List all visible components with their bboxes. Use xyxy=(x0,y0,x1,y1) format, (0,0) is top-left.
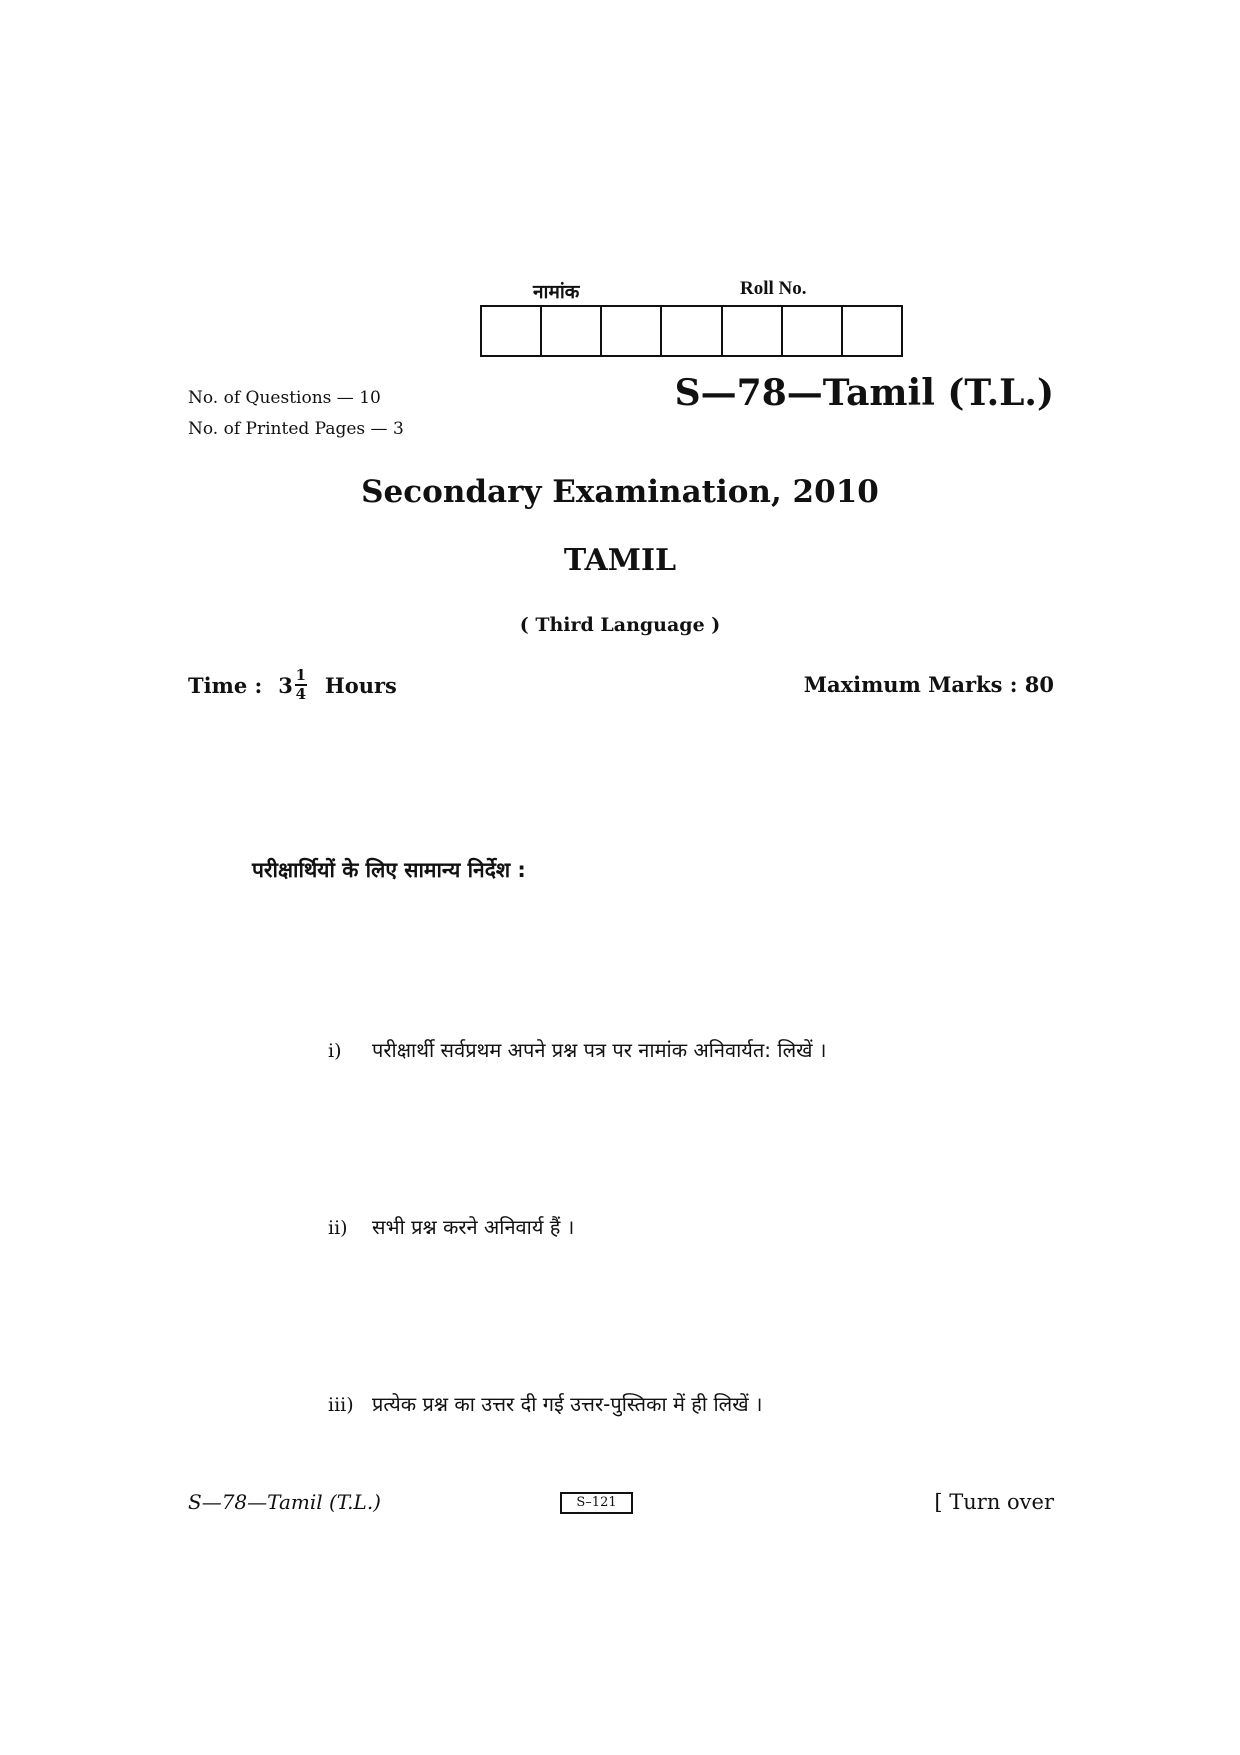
instruction-number: ii) xyxy=(328,1217,348,1239)
subject-title: TAMIL xyxy=(563,543,677,578)
roll-label-hindi: नामांक xyxy=(533,282,580,303)
roll-digit-box[interactable] xyxy=(662,307,722,355)
instruction-item xyxy=(328,1390,763,1417)
language-subtitle: ( Third Language ) xyxy=(519,614,721,636)
turn-over-label: [ Turn over xyxy=(934,1490,1054,1514)
roll-digit-box[interactable] xyxy=(843,307,901,355)
paper-code: S—78—Tamil (T.L.) xyxy=(674,372,1054,414)
question-count: No. of Questions — 10 xyxy=(188,388,381,408)
instruction-number: iii) xyxy=(328,1394,354,1416)
time-unit: Hours xyxy=(324,672,397,698)
time-allowed xyxy=(188,668,397,702)
printed-page-count: No. of Printed Pages — 3 xyxy=(188,419,404,439)
roll-digit-box[interactable] xyxy=(783,307,843,355)
roll-digit-box[interactable] xyxy=(723,307,783,355)
time-fraction xyxy=(295,668,307,702)
instruction-text: प्रत्येक प्रश्न का उत्तर दी गई उत्तर-पुस्तिका में ही लिखें । xyxy=(372,1392,763,1416)
footer-page-code: S–121 xyxy=(560,1492,633,1514)
instructions-heading: परीक्षार्थियों के लिए सामान्य निर्देश : xyxy=(252,858,526,882)
instruction-text: परीक्षार्थी सर्वप्रथम अपने प्रश्न पत्र पर नामांक अनिवार्यत: लिखें । xyxy=(372,1038,827,1062)
roll-digit-box[interactable] xyxy=(482,307,542,355)
roll-digit-box[interactable] xyxy=(602,307,662,355)
time-label: Time : xyxy=(188,672,263,698)
roll-number-boxes xyxy=(480,305,903,357)
time-numerator: 1 xyxy=(295,666,307,684)
maximum-marks: Maximum Marks : 80 xyxy=(803,672,1054,697)
time-whole: 3 xyxy=(278,672,293,698)
instruction-text: सभी प्रश्न करने अनिवार्य हैं । xyxy=(372,1215,575,1239)
exam-title: Secondary Examination, 2010 xyxy=(361,474,879,510)
instruction-item xyxy=(328,1213,574,1240)
footer-paper-code: S—78—Tamil (T.L.) xyxy=(188,1490,381,1514)
time-denominator: 4 xyxy=(295,685,307,703)
roll-digit-box[interactable] xyxy=(542,307,602,355)
instruction-number: i) xyxy=(328,1040,342,1062)
instruction-item xyxy=(328,1036,826,1063)
roll-label-english: Roll No. xyxy=(740,278,807,299)
